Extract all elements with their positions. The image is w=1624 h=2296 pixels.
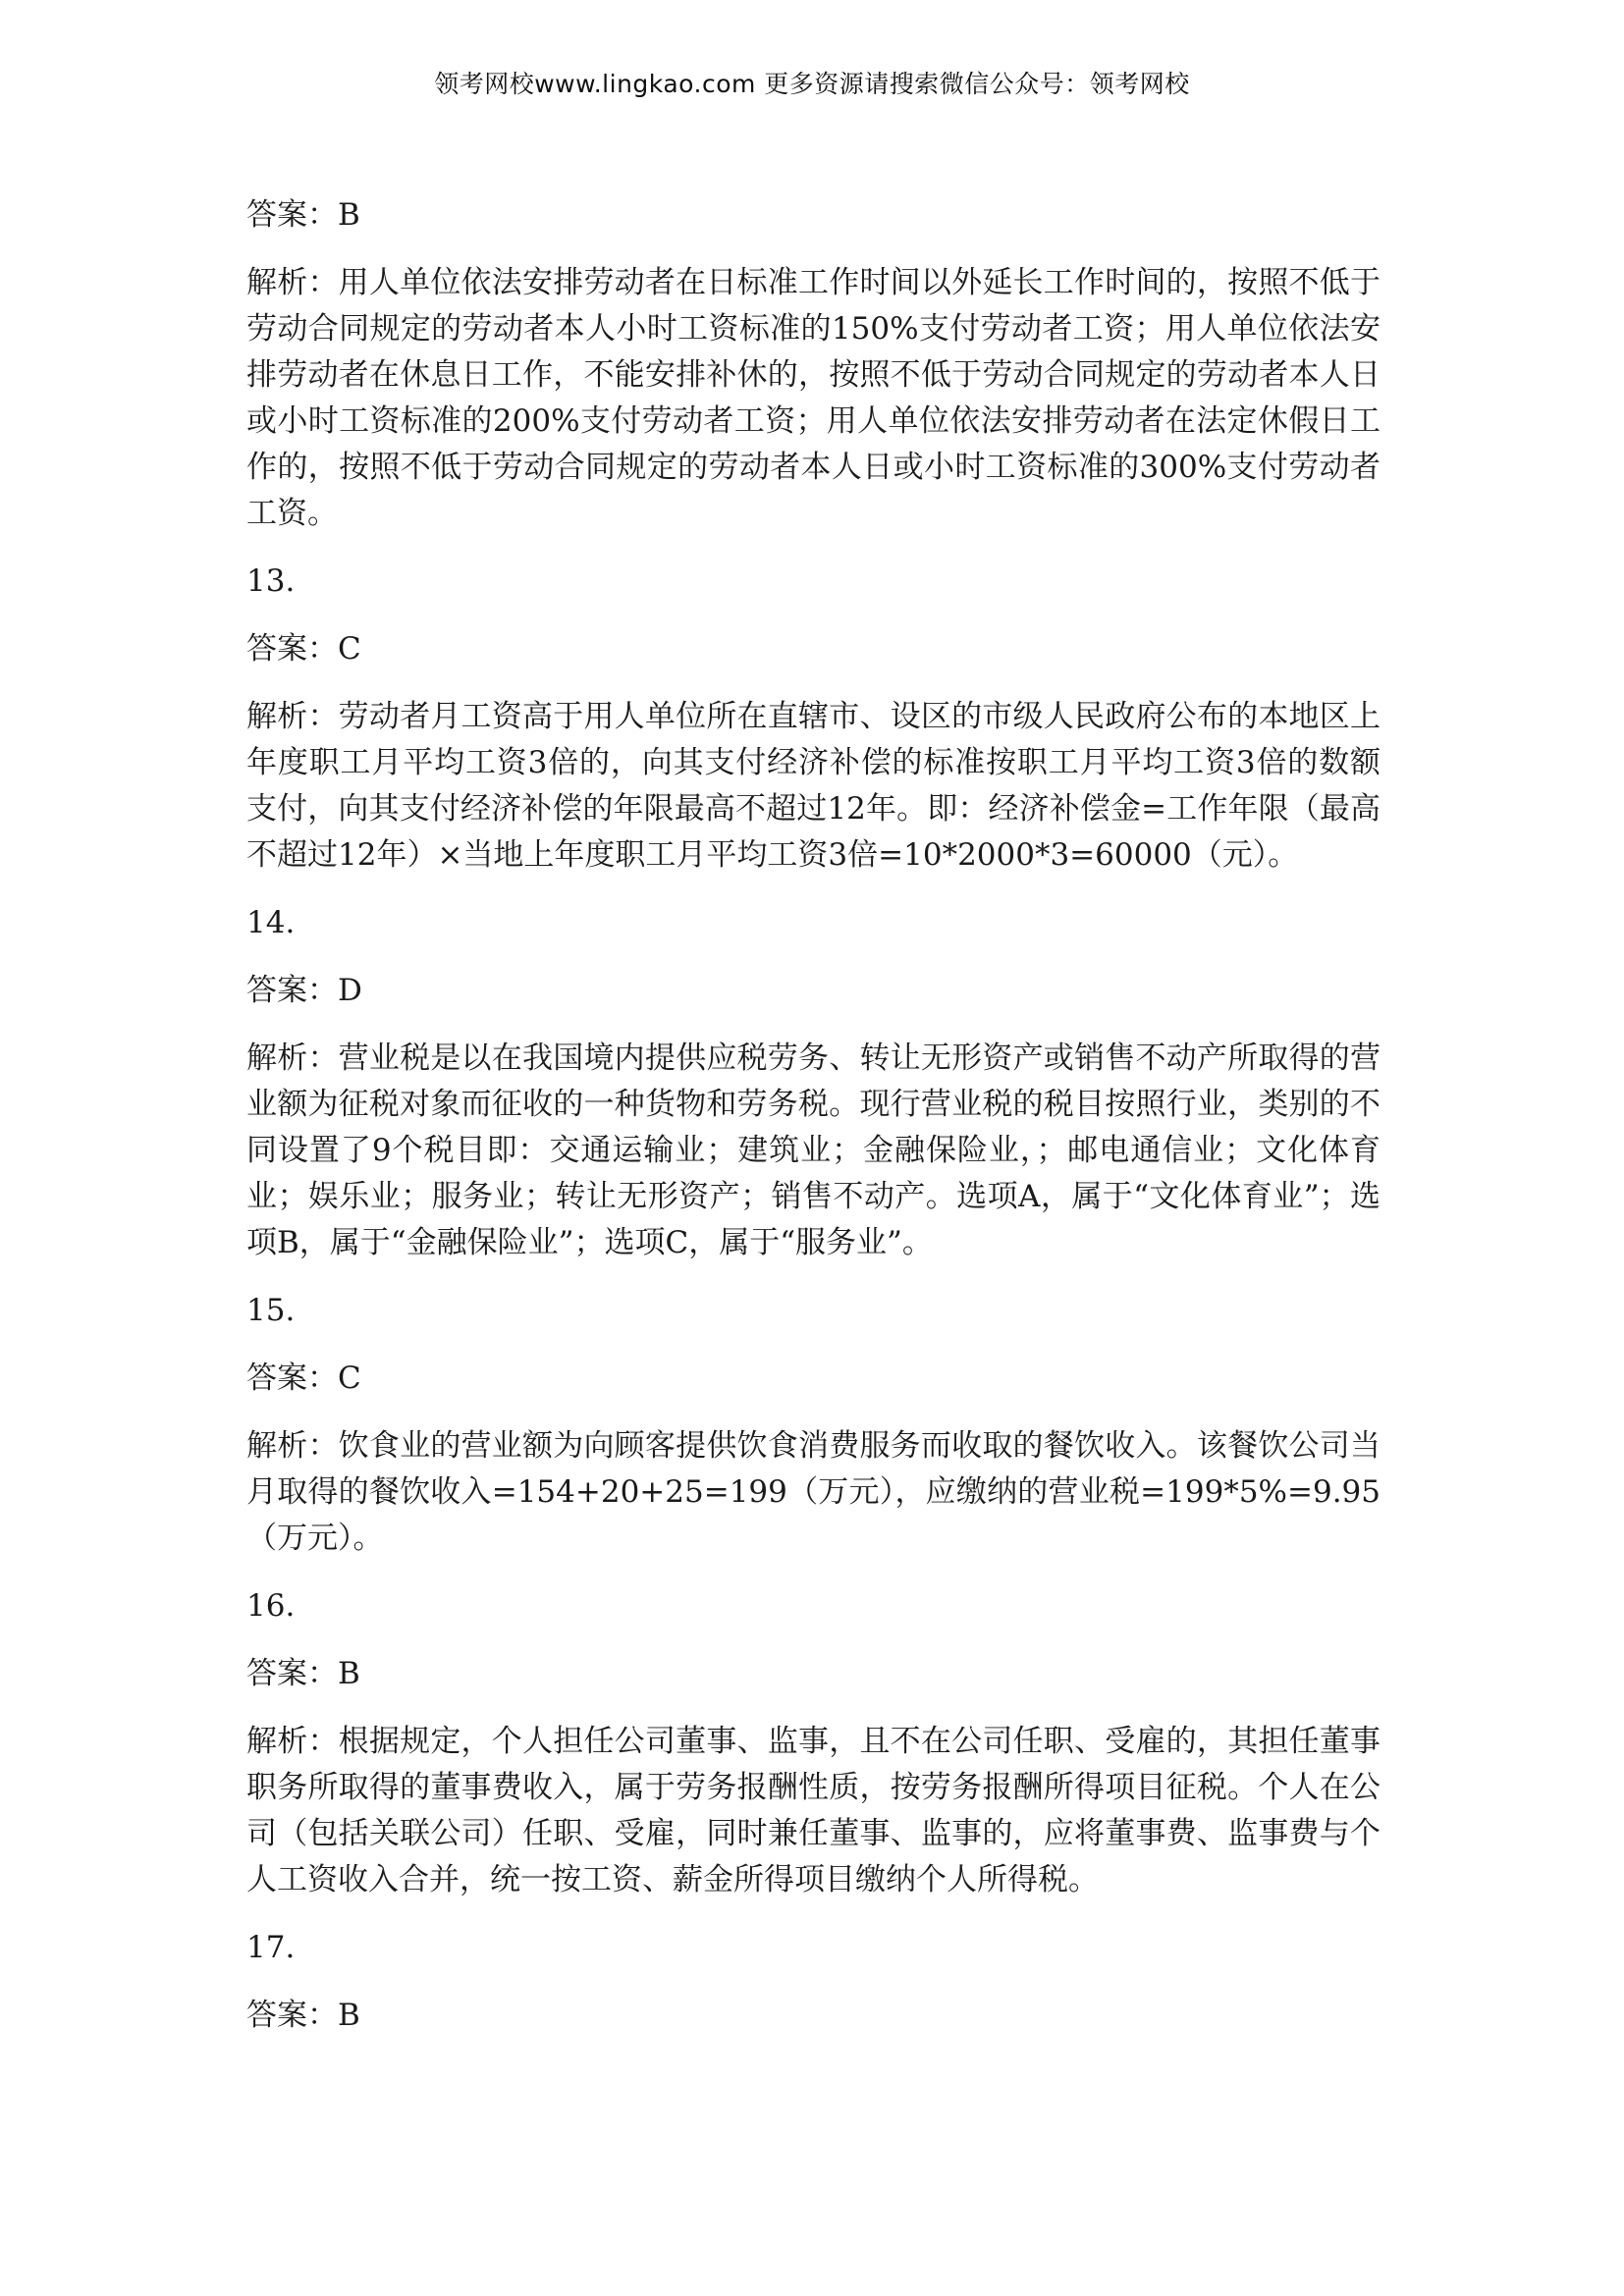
- answer-line: 答案：B: [246, 197, 360, 233]
- answer-line: 答案：C: [246, 1361, 361, 1396]
- answer-line: 答案：B: [246, 1998, 360, 2033]
- question-number: 16.: [246, 1588, 296, 1624]
- analysis-paragraph: 解析：劳动者月工资高于用人单位所在直辖市、设区的市级人民政府公布的本地区上年度职工月平均工资3倍的，向其支付经济补偿的标准按职工月平均工资3倍的数额支付，向其支付经济补偿的年限最高不超过12年。即：经济补偿金=工作年限（最高不超过12年）×当地上年度职工月平均工资3倍=10*2000*3=60000（元）。: [246, 699, 1380, 873]
- question-number: 13.: [246, 563, 296, 599]
- analysis-paragraph: 解析：饮食业的营业额为向顾客提供饮食消费服务而收取的餐饮收入。该餐饮公司当月取得的餐饮收入=154+20+25=199（万元），应缴纳的营业税=199*5%=9.95（万元）。: [246, 1428, 1380, 1556]
- analysis-paragraph: 解析：用人单位依法安排劳动者在日标准工作时间以外延长工作时间的，按照不低于劳动合同规定的劳动者本人小时工资标准的150%支付劳动者工资；用人单位依法安排劳动者在休息日工作，不能安排补休的，按照不低于劳动合同规定的劳动者本人日或小时工资标准的200%支付劳动者工资；用人单位依法安排劳动者在法定休假日工作的，按照不低于劳动合同规定的劳动者本人日或小时工资标准的300%支付劳动者工资。: [246, 265, 1380, 531]
- question-number: 14.: [246, 905, 296, 940]
- question-number: 17.: [246, 1930, 296, 1965]
- analysis-paragraph: 解析：根据规定，个人担任公司董事、监事，且不在公司任职、受雇的，其担任董事职务所取得的董事费收入，属于劳务报酬性质，按劳务报酬所得项目征税。个人在公司（包括关联公司）任职、受雇，同时兼任董事、监事的，应将董事费、监事费与个人工资收入合并，统一按工资、薪金所得项目缴纳个人所得税。: [246, 1724, 1380, 1897]
- analysis-paragraph: 解析：营业税是以在我国境内提供应税劳务、转让无形资产或销售不动产所取得的营业额为征税对象而征收的一种货物和劳务税。现行营业税的税目按照行业，类别的不同设置了9个税目即：交通运输业；建筑业；金融保险业，；邮电通信业；文化体育业；娱乐业；服务业；转让无形资产；销售不动产。选项A，属于“文化体育业”；选项B，属于“金融保险业”；选项C，属于“服务业”。: [246, 1041, 1380, 1260]
- answer-line: 答案：D: [246, 973, 362, 1008]
- page-header: 领考网校www.lingkao.com 更多资源请搜索微信公众号：领考网校: [434, 70, 1190, 98]
- document-body: [246, 192, 1380, 2060]
- answer-line: 答案：C: [246, 631, 361, 667]
- question-number: 15.: [246, 1293, 296, 1328]
- answer-line: 答案：B: [246, 1656, 360, 1691]
